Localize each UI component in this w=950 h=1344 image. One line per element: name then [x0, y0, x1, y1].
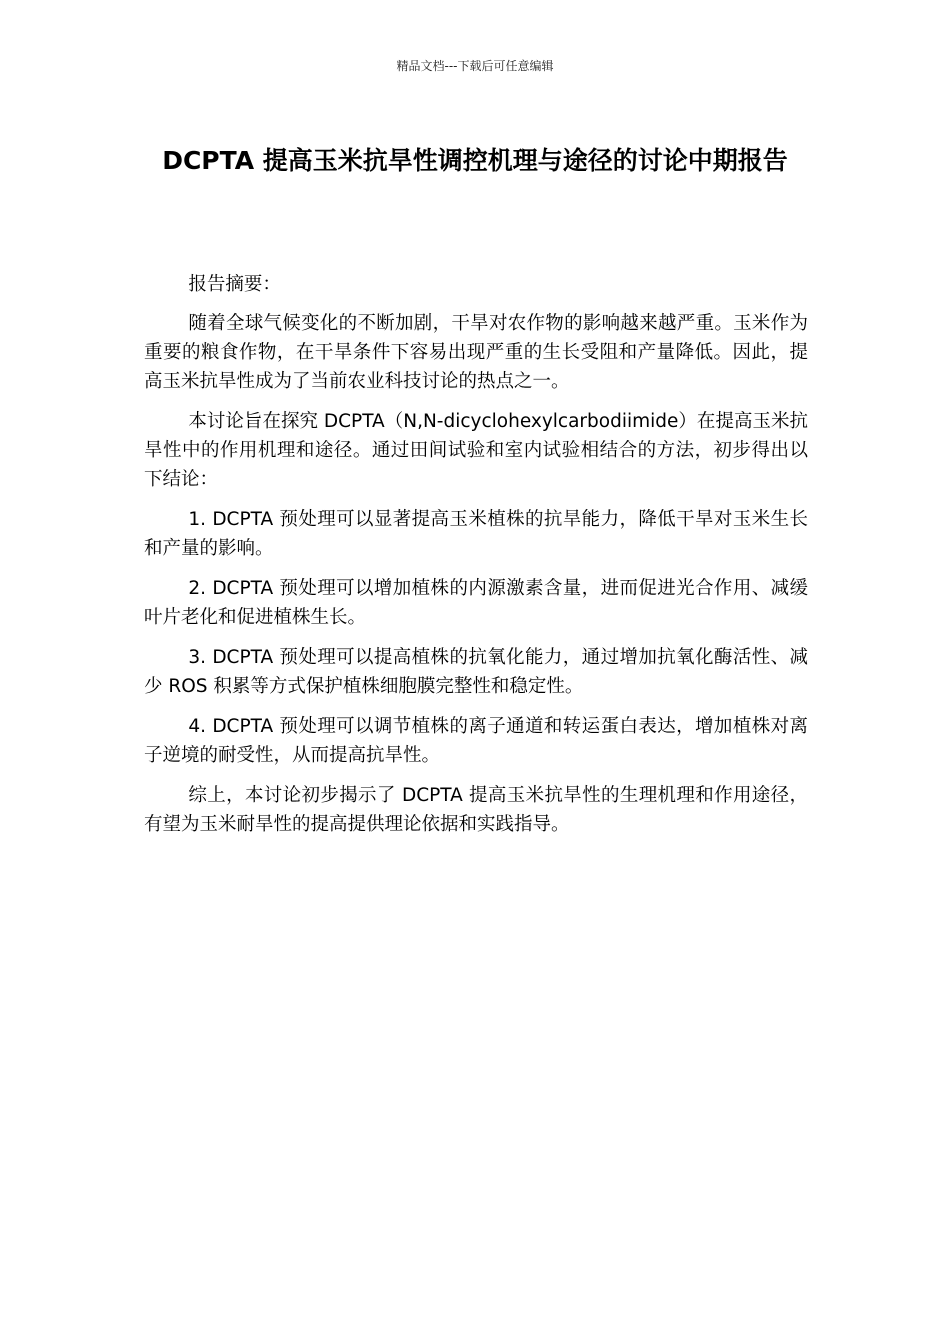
summary-label: 报告摘要： — [188, 274, 281, 295]
document-title: DCPTA 提高玉米抗旱性调控机理与途径的讨论中期报告 — [162, 146, 788, 175]
conclusion-item-1: 1. DCPTA 预处理可以显著提高玉米植株的抗旱能力，降低干旱对玉米生长和产量的影响。 — [144, 509, 808, 559]
paragraph-background: 随着全球气候变化的不断加剧，干旱对农作物的影响越来越严重。玉米作为重要的粮食作物，在干旱条件下容易出现严重的生长受阻和产量降低。因此，提高玉米抗旱性成为了当前农业科技讨论的热点之一。 — [144, 313, 808, 392]
paragraph-objective: 本讨论旨在探究 DCPTA（N,N-dicyclohexylcarbodiimide）在提高玉米抗旱性中的作用机理和途径。通过田间试验和室内试验相结合的方法，初步得出以下结论： — [144, 411, 808, 490]
document-body — [144, 270, 808, 850]
page-header-watermark: 精品文档---下载后可任意编辑 — [396, 59, 554, 73]
conclusion-item-3: 3. DCPTA 预处理可以提高植株的抗氧化能力，通过增加抗氧化酶活性、减少 ROS 积累等方式保护植株细胞膜完整性和稳定性。 — [144, 647, 808, 697]
conclusion-item-2: 2. DCPTA 预处理可以增加植株的内源激素含量，进而促进光合作用、减缓叶片老化和促进植株生长。 — [144, 578, 808, 628]
conclusion-item-4: 4. DCPTA 预处理可以调节植株的离子通道和转运蛋白表达，增加植株对离子逆境的耐受性，从而提高抗旱性。 — [144, 716, 808, 766]
paragraph-summary: 综上，本讨论初步揭示了 DCPTA 提高玉米抗旱性的生理机理和作用途径，有望为玉米耐旱性的提高提供理论依据和实践指导。 — [144, 785, 808, 835]
